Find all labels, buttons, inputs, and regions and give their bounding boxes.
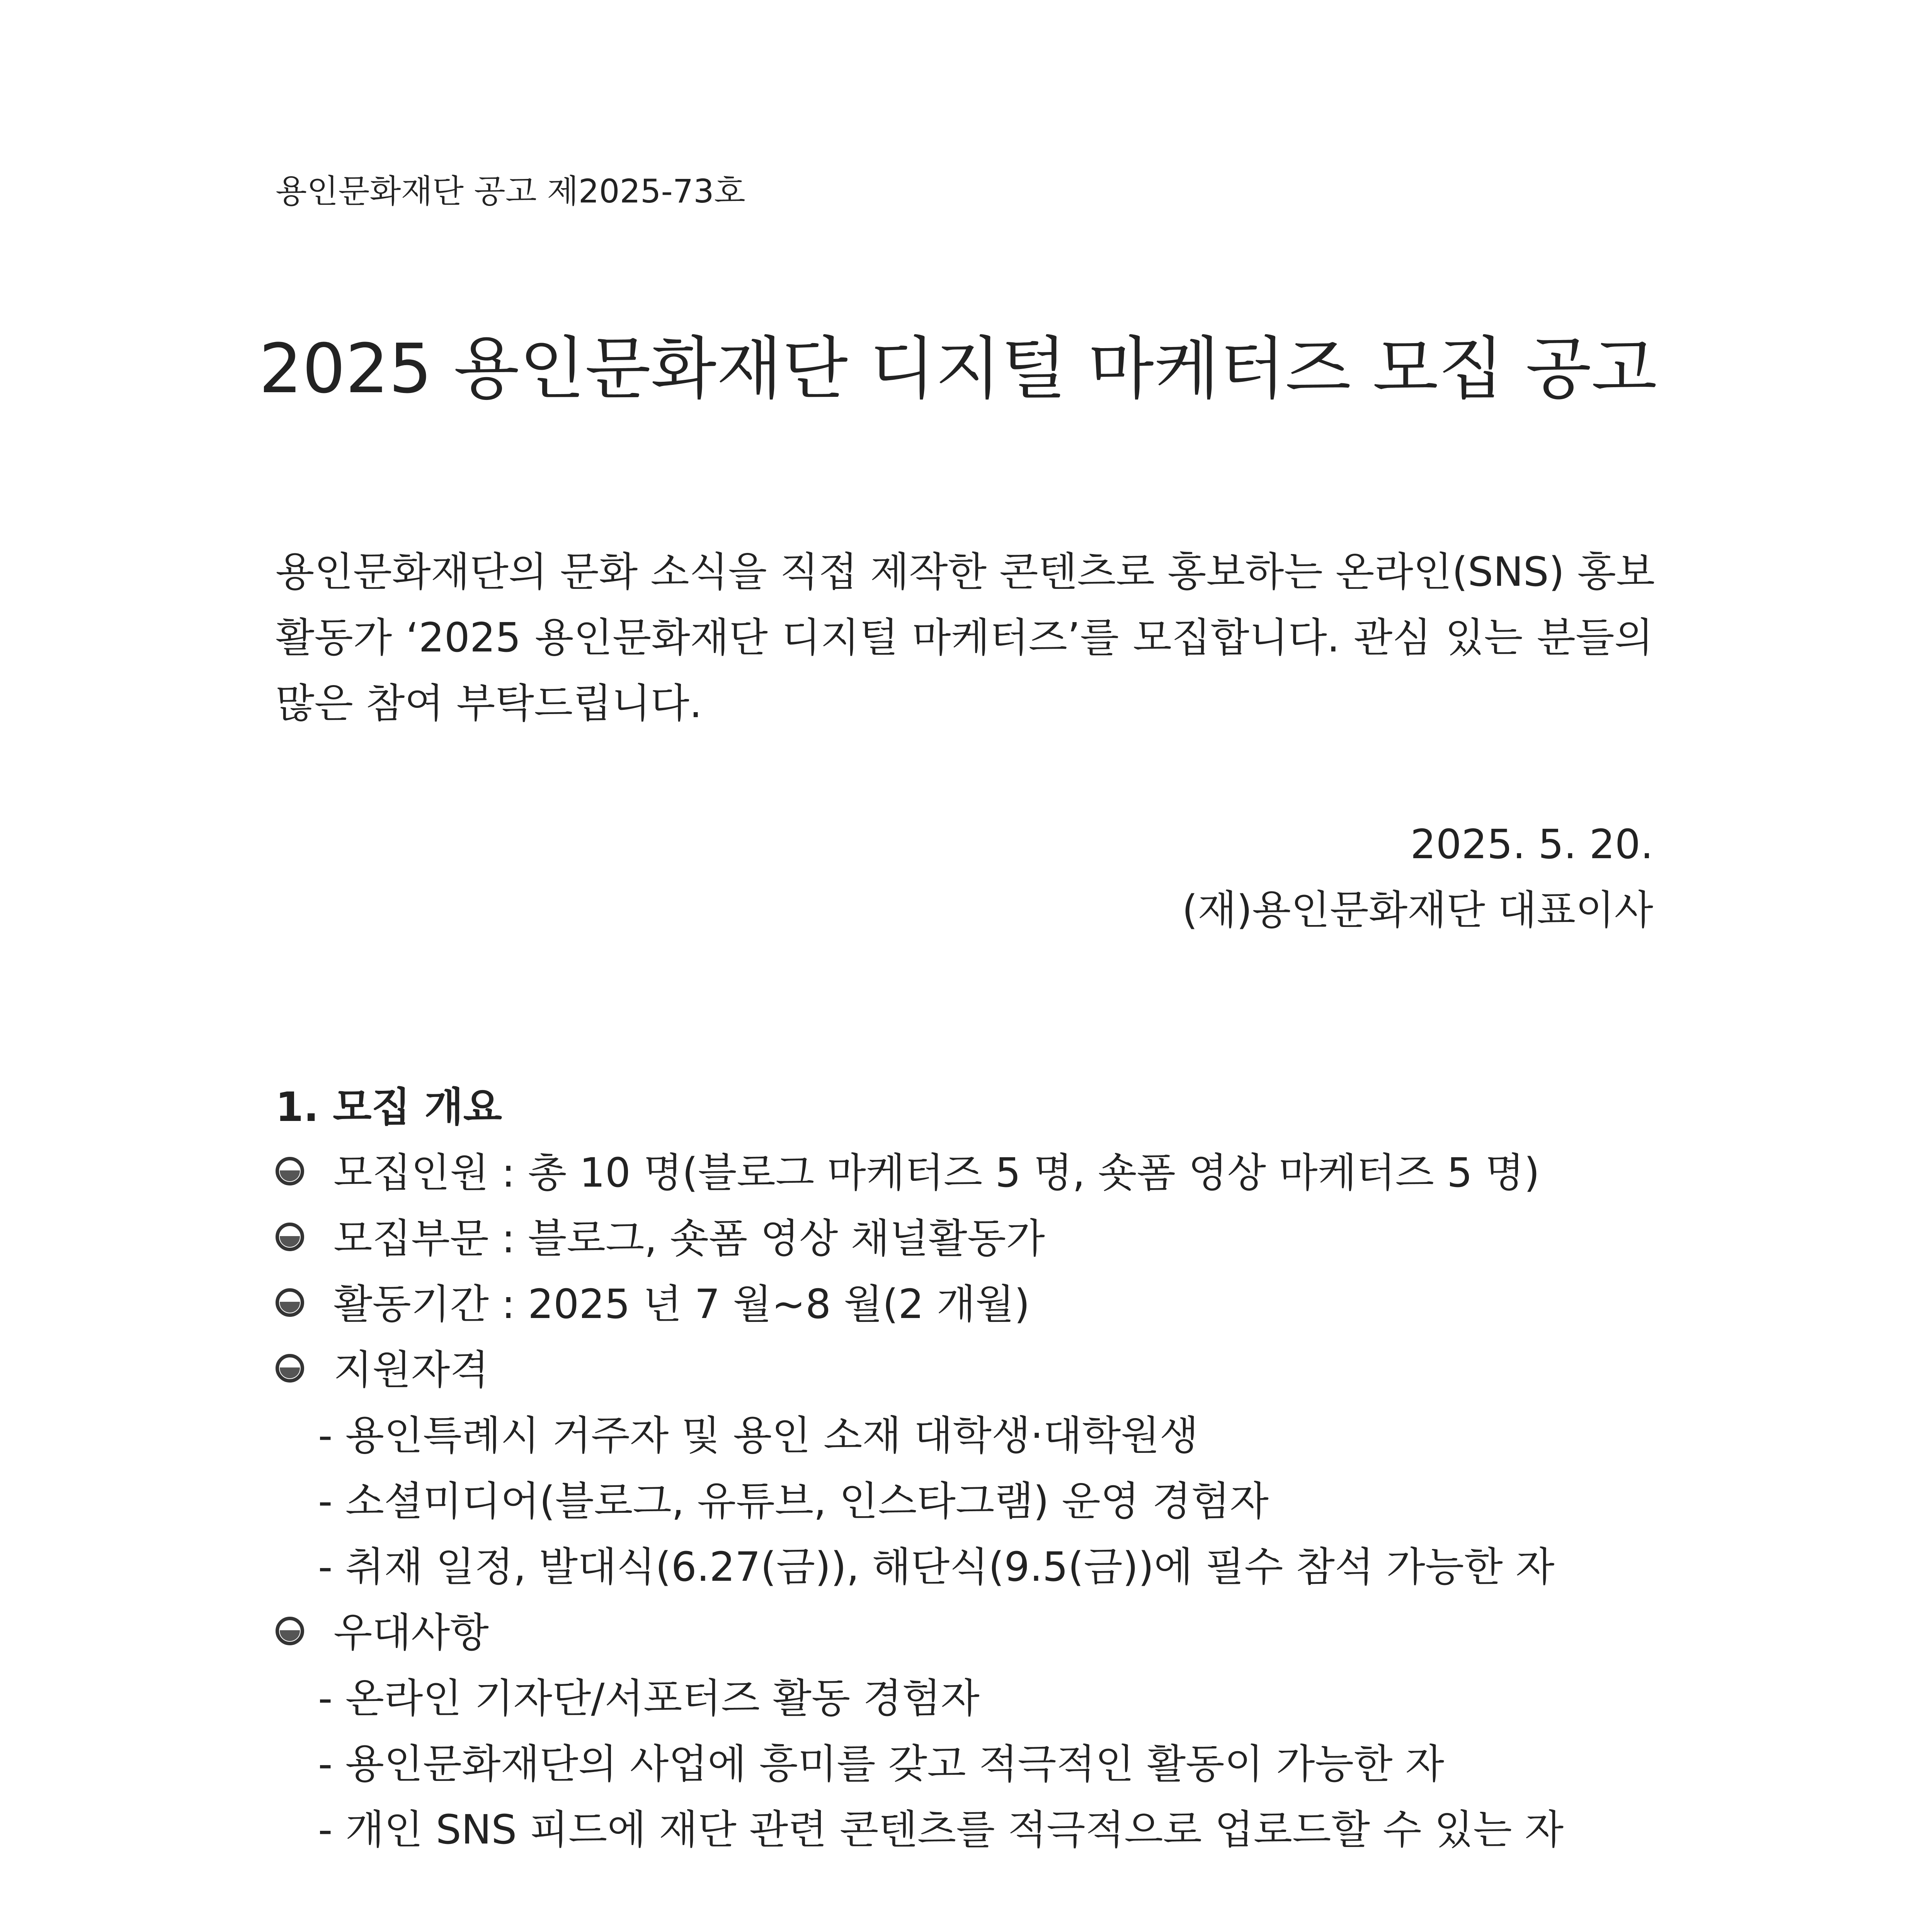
section-heading (276, 1928, 1653, 1932)
bullet-icon (276, 1157, 304, 1185)
issuer-name: (재)용인문화재단 대표이사 (1182, 886, 1653, 934)
section-heading: 1. 모집 개요 (276, 1083, 502, 1131)
list-item (276, 1140, 1653, 1206)
sub-item: - 용인특례시 거주자 및 용인 소재 대학생·대학원생 (318, 1412, 1199, 1459)
list-item-text: 우대사항 (334, 1609, 489, 1656)
bullet-icon (276, 1288, 304, 1317)
sub-item: - 개인 SNS 피드에 재단 관련 콘텐츠를 적극적으로 업로드할 수 있는 자 (318, 1806, 1564, 1853)
bullet-icon (276, 1223, 304, 1251)
sub-item: - 취재 일정, 발대식(6.27(금)), 해단식(9.5(금))에 필수 참석 가능한 자 (318, 1543, 1555, 1590)
list-item (276, 1600, 1653, 1665)
list-item (276, 1206, 1653, 1271)
page-title: 2025 용인문화재단 디지털 마케터즈 모집 공고 (259, 329, 1657, 408)
intro-line: 활동가 ‘2025 용인문화재단 디지털 마케터즈’를 모집합니다. 관심 있는 분들의 (276, 614, 1653, 661)
list-item-text: 지원자격 (334, 1346, 489, 1393)
list-item-text: 활동기간 : 2025 년 7 월~8 월(2 개월) (334, 1281, 1030, 1328)
list-item (276, 1271, 1653, 1337)
intro-line: 용인문화재단의 문화 소식을 직접 제작한 콘텐츠로 홍보하는 온라인(SNS) 홍보 (276, 548, 1655, 595)
sub-item: - 용인문화재단의 사업에 흥미를 갖고 적극적인 활동이 가능한 자 (318, 1740, 1445, 1787)
bullet-icon (276, 1354, 304, 1383)
bullet-icon (276, 1617, 304, 1645)
intro-line: 많은 참여 부탁드립니다. (276, 680, 702, 727)
announcement-date: 2025. 5. 20. (1410, 821, 1653, 868)
list-item (276, 1337, 1653, 1403)
sub-item: - 온라인 기자단/서포터즈 활동 경험자 (318, 1675, 980, 1722)
notice-number: 용인문화재단 공고 제2025-73호 (276, 172, 745, 210)
list-item-text: 모집인원 : 총 10 명(블로그 마케터즈 5 명, 숏폼 영상 마케터즈 5 명) (334, 1149, 1540, 1196)
sub-item: - 소셜미디어(블로그, 유튜브, 인스타그램) 운영 경험자 (318, 1478, 1269, 1525)
list-item-text: 모집부문 : 블로그, 숏폼 영상 채널활동가 (334, 1215, 1045, 1262)
